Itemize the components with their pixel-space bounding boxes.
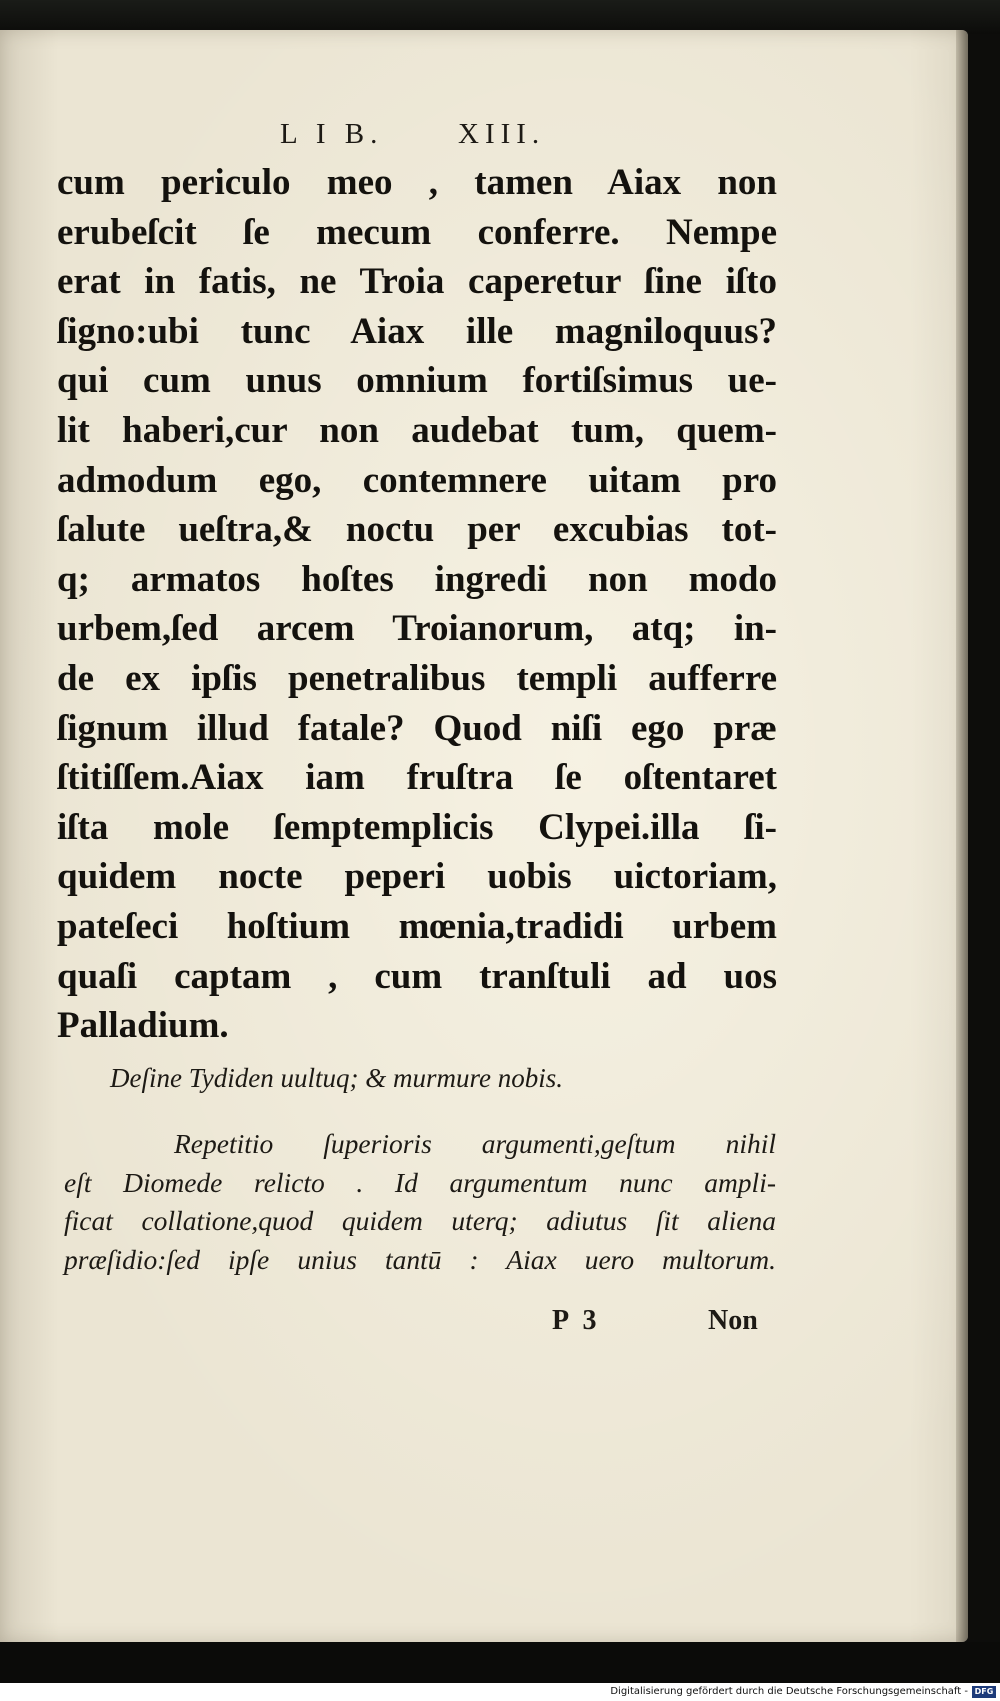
signature-mark: P 3 [552, 1305, 601, 1336]
page-edge-shadow [956, 30, 968, 1642]
text-line: pateſeci hoſtium mœnia,tradidi urbem [57, 905, 777, 947]
text-line: ſignum illud fatale? Quod niſi ego præ [57, 707, 777, 749]
text-line: iſta mole ſemptemplicis Clypei.illa ſi- [57, 806, 777, 848]
text-line: qui cum unus omnium fortiſsimus ue- [57, 360, 777, 402]
commentary-line: eſt Diomede relicto . Id argumentum nunc ampli- [64, 1166, 776, 1198]
text-line: Palladium. [57, 1005, 229, 1047]
running-head-number: XIII. [458, 118, 546, 150]
main-text-block [57, 158, 777, 1051]
text-line: ſalute ueſtra,& noctu per excubias tot- [57, 509, 777, 551]
dfg-logo-icon[interactable]: DFG [972, 1686, 996, 1698]
text-line: admodum ego, contemnere uitam pro [57, 459, 777, 501]
catchword: Non [708, 1305, 758, 1336]
text-line: ſigno:ubi tunc Aiax ille magniloquus? [57, 310, 777, 352]
text-line: quaſi captam , cum tranſtuli ad uos [57, 955, 777, 997]
verse-quotation: Deſine Tydiden uultuq; & murmure nobis. [110, 1063, 563, 1093]
footer-credit-strip [0, 1683, 1000, 1701]
text-line: cum periculo meo , tamen Aiax non [57, 162, 777, 203]
commentary-line: præſidio:ſed ipſe unius tantū : Aiax uero multorum. [64, 1243, 776, 1275]
text-line: de ex ipſis penetralibus templi aufferre [57, 657, 777, 699]
text-line: urbem,ſed arcem Troianorum, atq; in- [57, 608, 777, 650]
text-line: lit haberi,cur non audebat tum, quem- [57, 409, 777, 451]
scan-top-border [0, 0, 1000, 34]
text-line: ſtitiſſem.Aiax iam fruſtra ſe oſtentaret [57, 757, 777, 799]
commentary-line: ficat collatione,quod quidem uterq; adiutus ſit aliena [64, 1205, 776, 1236]
commentary-block [64, 1125, 776, 1279]
footer-credit-text: Digitalisierung gefördert durch die Deutsche Forschungsgemeinschaft - [610, 1686, 968, 1697]
text-line: q; armatos hoſtes ingredi non modo [57, 558, 777, 600]
running-head-book: L I B. [280, 118, 384, 150]
commentary-line: Repetitio ſuperioris argumenti,geſtum nihil [174, 1128, 776, 1159]
text-line: erat in fatis, ne Troia caperetur ſine iſto [57, 261, 777, 303]
text-line: quidem nocte peperi uobis uictoriam, [57, 856, 777, 898]
text-line: erubeſcit ſe mecum conferre. Nempe [57, 211, 777, 253]
